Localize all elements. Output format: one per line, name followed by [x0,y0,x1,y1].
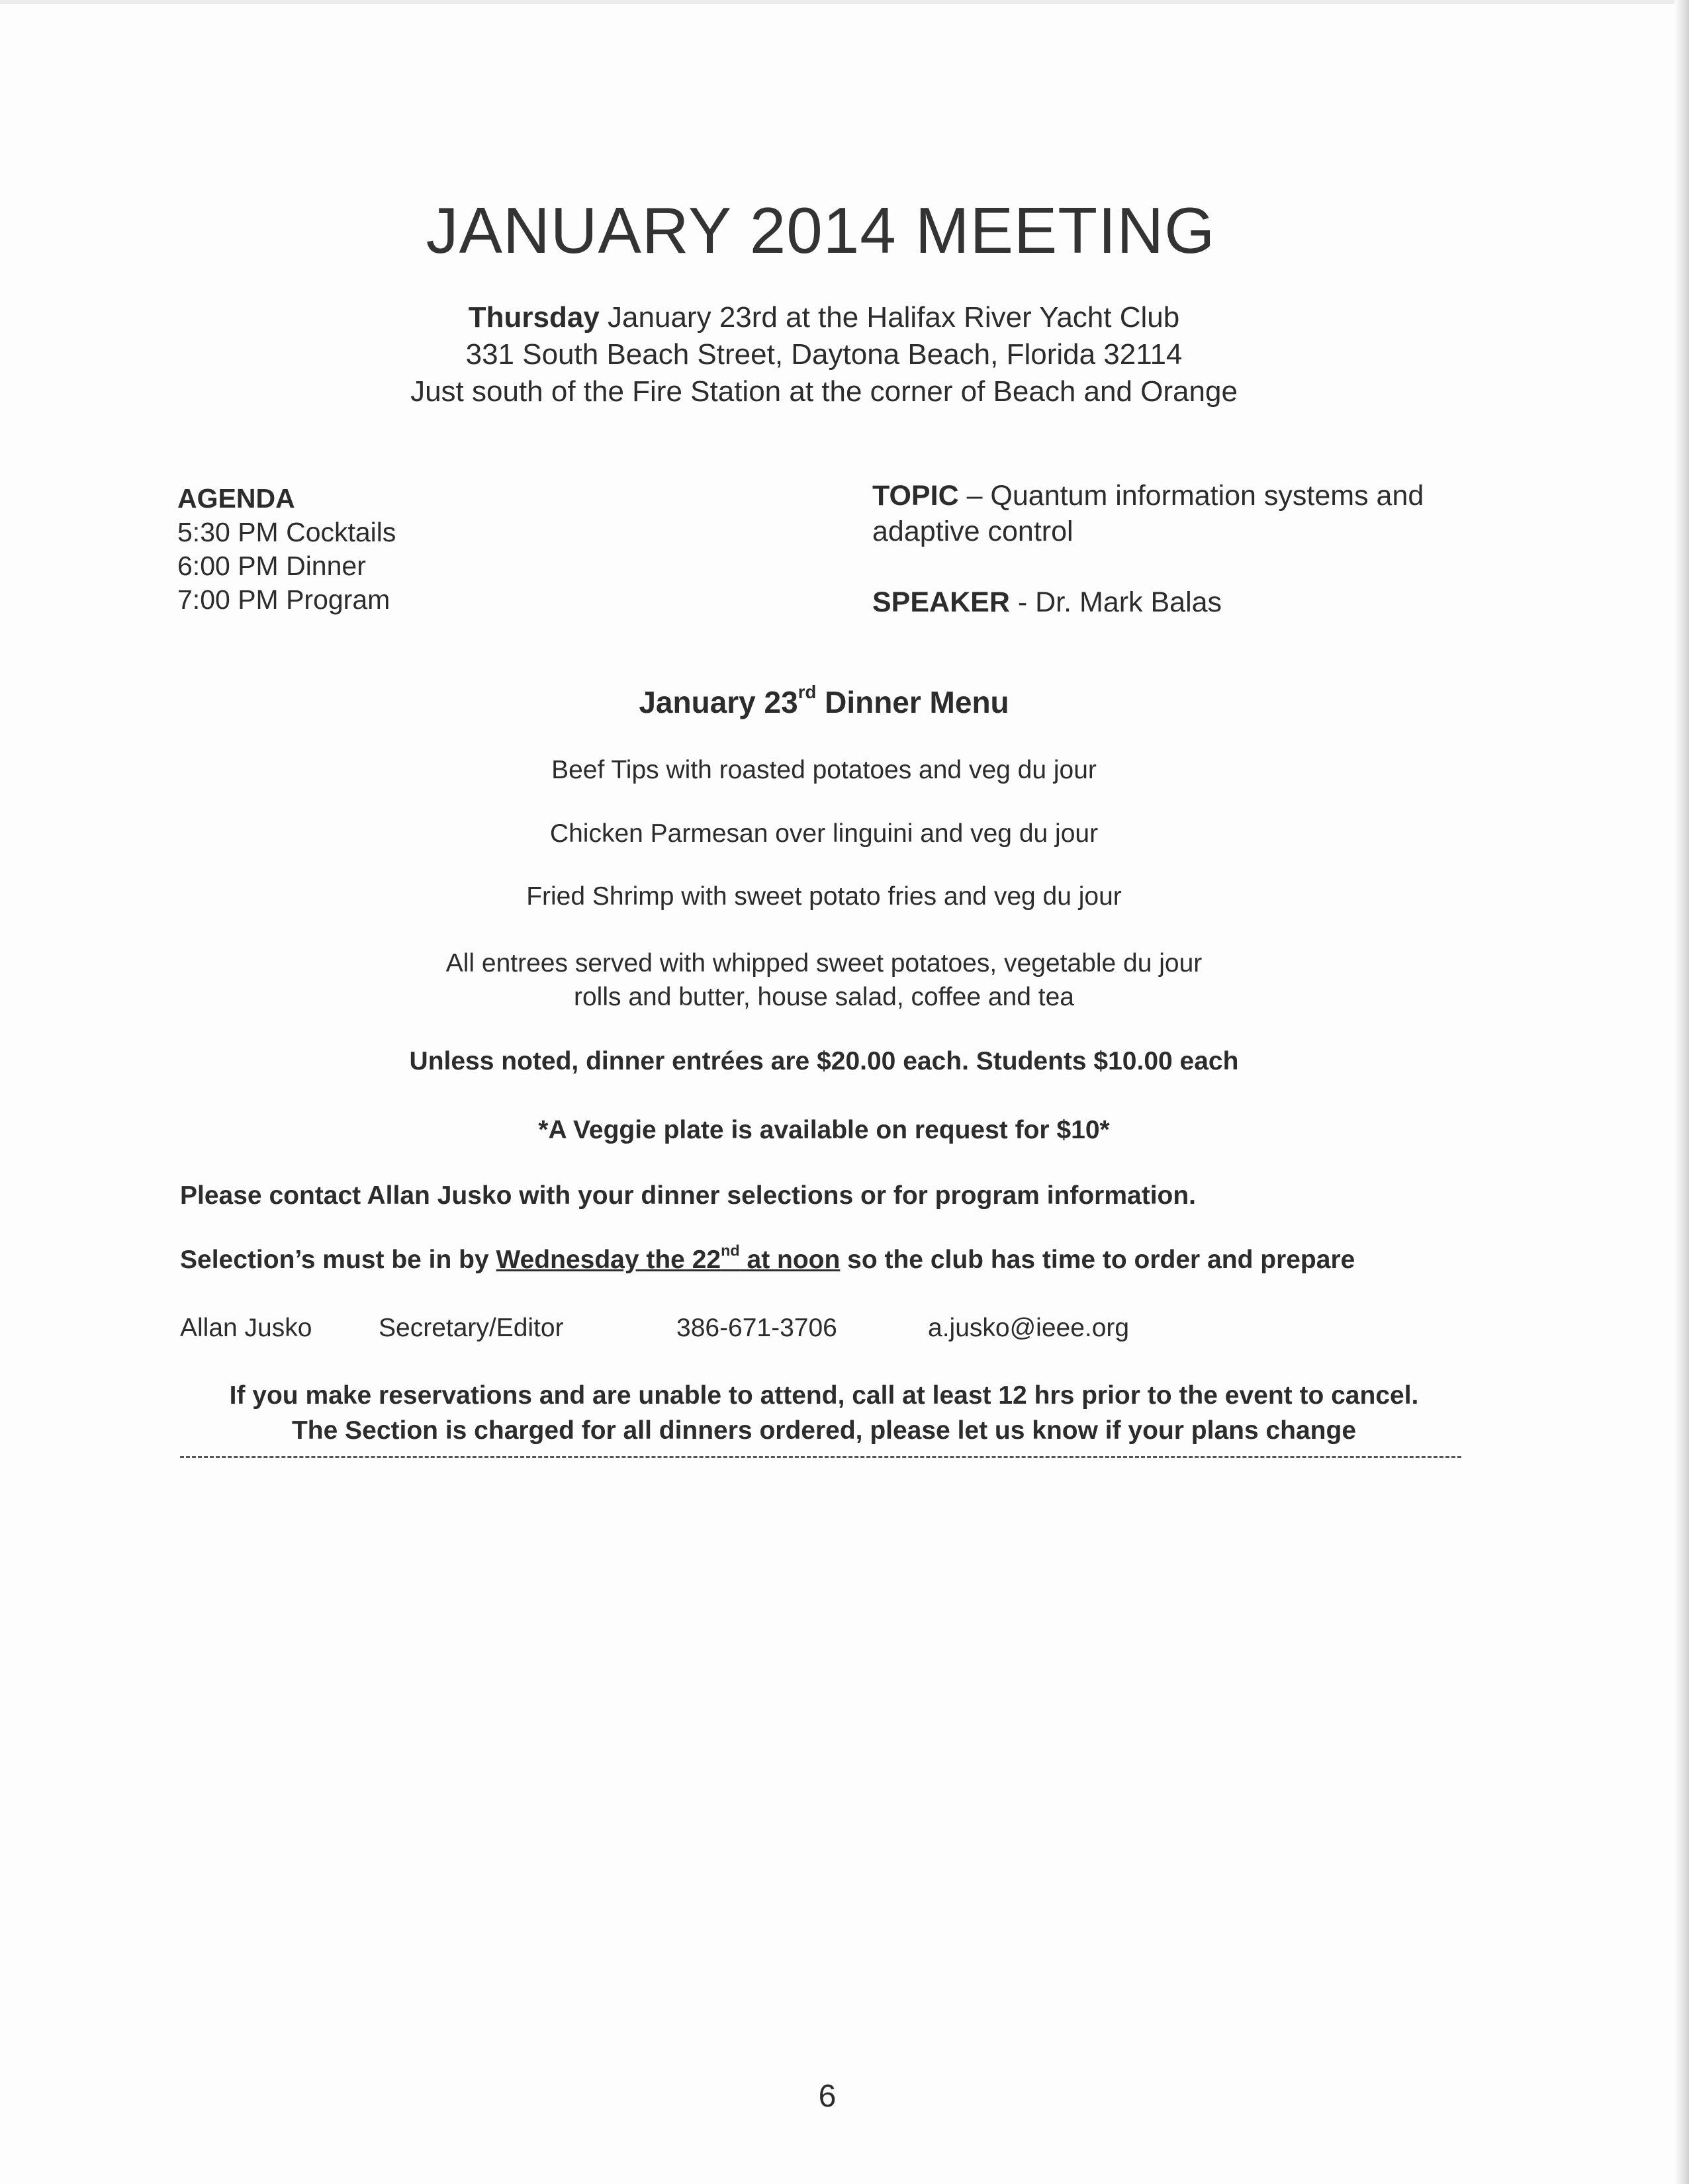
contact-role: Secretary/Editor [379,1314,564,1342]
speaker-line [872,586,1222,619]
dashed-divider [180,1456,1461,1458]
scan-top-edge [0,0,1689,4]
page-number: 6 [818,2079,837,2114]
page-title: JANUARY 2014 MEETING [426,194,1216,267]
agenda-item: 7:00 PM Program [177,584,390,615]
contact-name: Allan Jusko [180,1314,312,1342]
topic-line-2: adaptive control [872,516,1073,547]
contact-email: a.jusko@ieee.org [928,1314,1130,1342]
venue-block [0,299,1648,410]
deadline-date-suffix: nd [721,1242,740,1259]
deadline-text-end: so the club has time to order and prepare [840,1246,1355,1274]
topic-line-1 [872,478,1475,514]
deadline-line [180,1242,1355,1275]
deadline-text: Selection’s must be in by [180,1246,496,1274]
menu-sides [0,946,1648,1014]
meeting-day: Thursday [468,301,600,334]
venue-directions: Just south of the Fire Station at the corner of Beach and Orange [410,375,1238,408]
agenda-item: 5:30 PM Cocktails [177,517,396,547]
price-line: Unless noted, dinner entrées are $20.00 each. Students $10.00 each [409,1047,1239,1075]
menu-title-suffix: rd [798,681,817,702]
speaker-label: SPEAKER [872,586,1010,618]
venue-address: 331 South Beach Street, Daytona Beach, Florida 32114 [465,338,1183,371]
agenda-heading: AGENDA [177,483,295,514]
contact-line: Please contact Allan Jusko with your dinner selections or for program information. [180,1181,1197,1210]
speaker-name: - Dr. Mark Balas [1009,586,1222,618]
notice-line-2: The Section is charged for all dinners ordered, please let us know if your plans change [291,1416,1357,1445]
deadline-date-text: Wednesday the 22 [496,1246,721,1274]
agenda-block [177,482,396,617]
scan-right-edge [1674,0,1689,2184]
menu-item: Fried Shrimp with sweet potato fries and veg du jour [526,882,1122,911]
agenda-item: 6:00 PM Dinner [177,551,366,581]
menu-item: Chicken Parmesan over linguini and veg du jour [549,819,1099,848]
menu-sides-line-1: All entrees served with whipped sweet potatoes, vegetable du jour [445,949,1203,978]
deadline-date [496,1242,841,1274]
notice-line-1: If you make reservations and are unable to attend, call at least 12 hrs prior to the event to cancel. [229,1381,1419,1410]
menu-item: Beef Tips with roasted potatoes and veg du jour [551,756,1097,784]
topic-block [872,478,1475,549]
cancellation-notice [0,1378,1648,1448]
venue-line-1-text: January 23rd at the Halifax River Yacht Club [599,301,1180,334]
menu-title [0,681,1648,720]
deadline-time: at noon [739,1246,841,1274]
veggie-line: *A Veggie plate is available on request for $10* [538,1116,1110,1144]
topic-text: – Quantum information systems and [958,480,1424,512]
menu-title-date: January 23 [639,685,798,719]
topic-label: TOPIC [872,480,959,512]
menu-title-text: Dinner Menu [816,685,1009,719]
menu-sides-line-2: rolls and butter, house salad, coffee and tea [574,983,1074,1011]
contact-phone: 386-671-3706 [676,1314,837,1342]
venue-line-1 [0,299,1648,336]
